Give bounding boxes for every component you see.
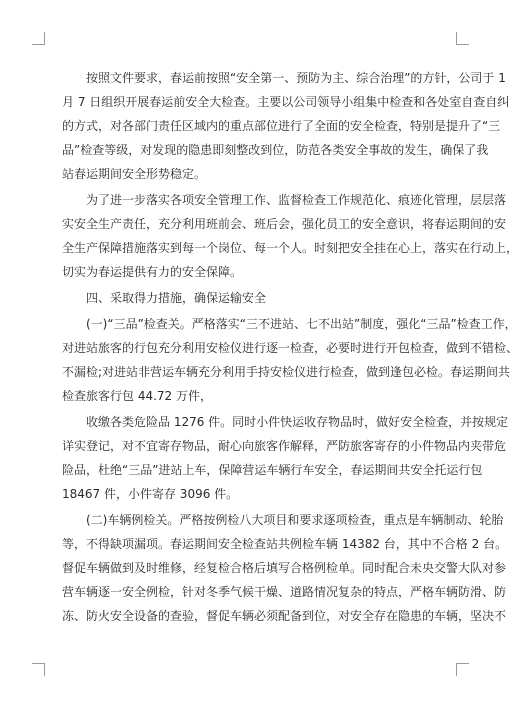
text-line: 冻、防火安全设备的查验，督促车辆必须配备到位，对安全存在隐患的车辆，坚决不 — [62, 609, 507, 623]
heading-line: 四、采取得力措施，确保运输安全 — [86, 291, 267, 305]
text-line: (二)车辆例检关。严格按例检八大项目和要求逐项检查，重点是车辆制动、轮胎 — [86, 513, 504, 527]
text-line: 按照文件要求，春运前按照“安全第一、预防为主、综合治理”的方针，公司于 1 — [86, 71, 506, 85]
text-line: 等，不得缺项漏项。春运期间安全检查站共例检车辆 14382 台，其中不合格 2 台。 — [62, 537, 508, 551]
text-line: 险品，杜绝“三品”进站上车，保障营运车辆行车安全，春运期间共安全托运行包 — [62, 463, 483, 477]
text-line: 营车辆逐一安全例检，针对冬季气候干燥、道路情况复杂的特点，严格车辆防滑、防 — [62, 585, 507, 599]
text-line: 为了进一步落实各项安全管理工作、监督检查工作规范化、痕迹化管理，层层落 — [86, 193, 507, 207]
paragraph-vehicle-inspection — [62, 508, 508, 628]
crop-mark-top-left — [32, 32, 45, 45]
text-line: 切实为春运提供有力的安全保障。 — [62, 265, 243, 279]
text-line: 实安全生产责任，充分利用班前会、班后会，强化员工的安全意识，将春运期间的安 — [62, 217, 507, 231]
section-heading — [62, 286, 440, 310]
text-line: 详实登记，对不宜寄存物品，耐心向旅客作解释，严防旅客寄存的小件物品内夹带危 — [62, 439, 507, 453]
text-line: 月 7 日组织开展春运前安全大检查。主要以公司领导小组集中检查和各处室自查自纠 — [62, 95, 510, 109]
text-line: 检查旅客行包 44.72 万件， — [62, 389, 212, 403]
text-line: 收缴各类危险品 1276 件。同时小件快运收存物品时，做好安全检查，并按规定 — [86, 415, 509, 429]
text-line: 全生产保障措施落实到每一个岗位、每一个人。时刻把安全挂在心上，落实在行动上， — [62, 241, 518, 255]
text-line: 不漏检;对进站非营运车辆充分利用手持安检仪进行检查，做到逢包必检。春运期间共 — [62, 365, 511, 379]
text-line: 品”检查等级，对发现的隐患即刻整改到位，防范各类安全事故的发生，确保了我 — [62, 143, 489, 157]
crop-mark-top-right — [456, 32, 469, 45]
crop-mark-bottom-left — [32, 663, 45, 676]
text-line: 18467 件，小件寄存 3096 件。 — [62, 487, 239, 501]
text-line: 督促车辆做到及时维修，经复检合格后填写合格例检单。同时配合未央交警大队对参 — [62, 561, 507, 575]
paragraph-safety-responsibility — [62, 188, 518, 284]
document-body — [62, 66, 518, 628]
text-line: 站春运期间安全形势稳定。 — [62, 167, 207, 181]
paragraph-three-items-check — [62, 312, 518, 408]
text-line: 对进站旅客的行包充分利用安检仪进行逐一检查，必要时进行开包检查，做到不错检、 — [62, 341, 518, 355]
paragraph-inspection-overview — [62, 66, 510, 186]
paragraph-dangerous-goods — [62, 410, 509, 506]
text-line: (一)“三品”检查关。严格落实“三不进站、七不出站”制度，强化“三品”检查工作， — [86, 317, 517, 331]
text-line: 的方式，对各部门责任区域内的重点部位进行了全面的安全检查，特别是提升了“三 — [62, 119, 501, 133]
crop-mark-bottom-right — [456, 663, 469, 676]
